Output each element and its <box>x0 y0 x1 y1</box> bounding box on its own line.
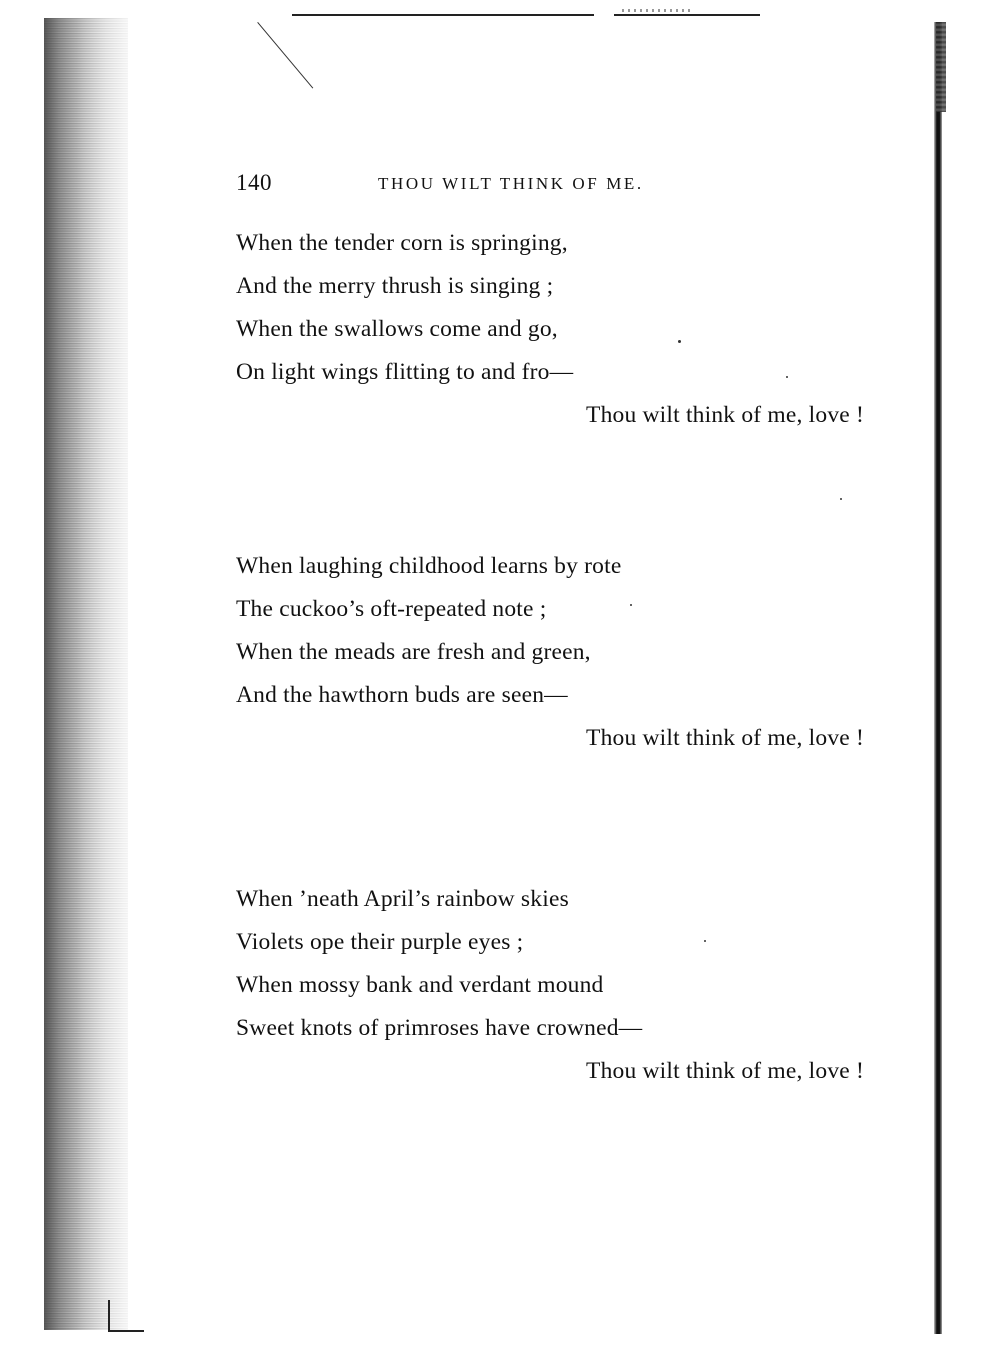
verse-line: When the meads are fresh and green, <box>236 639 591 665</box>
top-rule-right <box>614 14 760 16</box>
refrain-line: Thou wilt think of me, love ! <box>586 1058 864 1084</box>
gutter-corner-mark <box>108 1300 144 1332</box>
verse-line: When the tender corn is springing, <box>236 230 568 256</box>
refrain-line: Thou wilt think of me, love ! <box>586 402 864 428</box>
stanza-1 <box>236 222 876 437</box>
verse-line: And the merry thrush is singing ; <box>236 273 554 299</box>
refrain-line: Thou wilt think of me, love ! <box>586 725 864 751</box>
running-title: THOU WILT THINK OF ME. <box>378 174 644 193</box>
verse-line: When the swallows come and go, <box>236 316 558 342</box>
verse-line: Sweet knots of primroses have crowned— <box>236 1015 643 1041</box>
right-page-edge <box>934 22 942 1334</box>
verse-line: Violets ope their purple eyes ; <box>236 929 524 955</box>
ink-speck <box>840 498 842 500</box>
right-edge-texture <box>936 22 946 112</box>
verse-line: On light wings flitting to and fro— <box>236 359 574 385</box>
verse-line: When mossy bank and verdant mound <box>236 972 604 998</box>
verse-line: And the hawthorn buds are seen— <box>236 682 568 708</box>
gutter-fade <box>44 18 128 1330</box>
verse-line: When laughing childhood learns by rote <box>236 553 622 579</box>
stanza-3 <box>236 878 876 1093</box>
verse-line: The cuckoo’s oft-repeated note ; <box>236 596 547 622</box>
stray-diagonal-mark <box>257 22 313 89</box>
verse-line: When ’neath April’s rainbow skies <box>236 886 569 912</box>
stanza-2 <box>236 545 876 760</box>
top-rule-left <box>292 14 594 16</box>
top-rule-dust <box>622 9 692 12</box>
page-number: 140 <box>236 170 272 195</box>
